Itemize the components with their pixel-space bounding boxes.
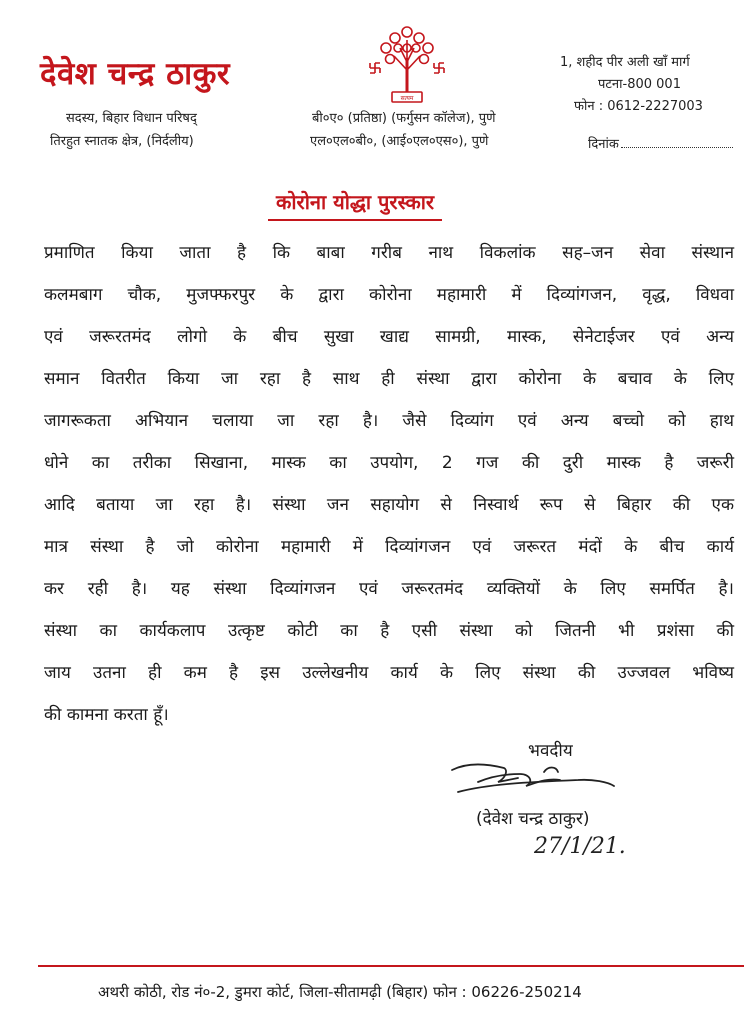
- address-line-2: पटना-800 001: [598, 77, 681, 92]
- body-line: एवं जरूरतमंद लोगो के बीच सुखा खाद्य सामग्री, मास्क, सेनेटाईजर एवं अन्य: [44, 327, 734, 347]
- sender-name: देवेश चन्द्र ठाकुर: [40, 56, 231, 92]
- address-line-1: 1, शहीद पीर अली खाँ मार्ग: [560, 55, 690, 70]
- body-line: संस्था का कार्यकलाप उत्कृष्ट कोटी का है एसी संस्था को जितनी भी प्रशंसा की: [44, 621, 734, 641]
- tree-emblem-icon: [362, 18, 452, 106]
- body-line: जाय उतना ही कम है इस उल्लेखनीय कार्य के लिए संस्था की उज्जवल भविष्य: [44, 663, 734, 683]
- date-field: [588, 134, 733, 152]
- body-line: प्रमाणित किया जाता है कि बाबा गरीब नाथ विकलांक सह–जन सेवा संस्थान: [44, 243, 734, 263]
- body-line: मात्र संस्था है जो कोरोना महामारी में दिव्यांगजन एवं जरूरत मंदों के बीच कार्य: [44, 537, 734, 557]
- handwritten-date: 27/1/21.: [534, 834, 626, 859]
- body-line: कर रही है। यह संस्था दिव्यांगजन एवं जरूरतमंद व्यक्तियों के लिए समर्पित है।: [44, 579, 734, 599]
- date-blank-line: [621, 135, 733, 148]
- footer-divider: [38, 965, 744, 967]
- body-line: कलमबाग चौक, मुजफ्फरपुर के द्वारा कोरोना महामारी में दिव्यांगजन, वृद्ध, विधवा: [44, 285, 734, 305]
- salutation: भवदीय: [528, 741, 573, 761]
- body-line: आदि बताया जा रहा है। संस्था जन सहायोग से निस्वार्थ रूप से बिहार की एक: [44, 495, 734, 515]
- sender-constituency: तिरहुत स्नातक क्षेत्र, (निर्दलीय): [50, 134, 194, 149]
- body-line: जागरूकता अभियान चलाया जा रहा है। जैसे दिव्यांग एवं अन्य बच्चो को हाथ: [44, 411, 734, 431]
- sender-designation: सदस्य, बिहार विधान परिषद्: [66, 111, 197, 126]
- phone-number: फोन : 0612-2227003: [574, 99, 703, 114]
- signatory-name: (देवेश चन्द्र ठाकुर): [476, 809, 590, 829]
- body-line: धोने का तरीका सिखाना, मास्क का उपयोग, 2 गज की दुरी मास्क है जरूरी: [44, 453, 734, 473]
- body-line: समान वितरीत किया जा रहा है साथ ही संस्था द्वारा कोरोना के बचाव के लिए: [44, 369, 734, 389]
- certificate-title: कोरोना योद्धा पुरस्कार: [268, 188, 442, 221]
- footer-address: अथरी कोठी, रोड नं०-2, डुमरा कोर्ट, जिला-सीतामढ़ी (बिहार) फोन : 06226-250214: [98, 983, 582, 1001]
- body-line: की कामना करता हूँ।: [44, 705, 169, 725]
- handwritten-signature: [448, 752, 618, 804]
- certificate-body: [44, 232, 734, 736]
- date-label: दिनांक: [588, 137, 619, 152]
- emblem-label: सत्यम: [400, 95, 414, 102]
- qualification-line-2: एल०एल०बी०, (आई०एल०एस०), पुणे: [310, 134, 489, 149]
- qualification-line-1: बी०ए० (प्रतिष्ठा) (फर्गुसन कॉलेज), पुणे: [312, 111, 496, 126]
